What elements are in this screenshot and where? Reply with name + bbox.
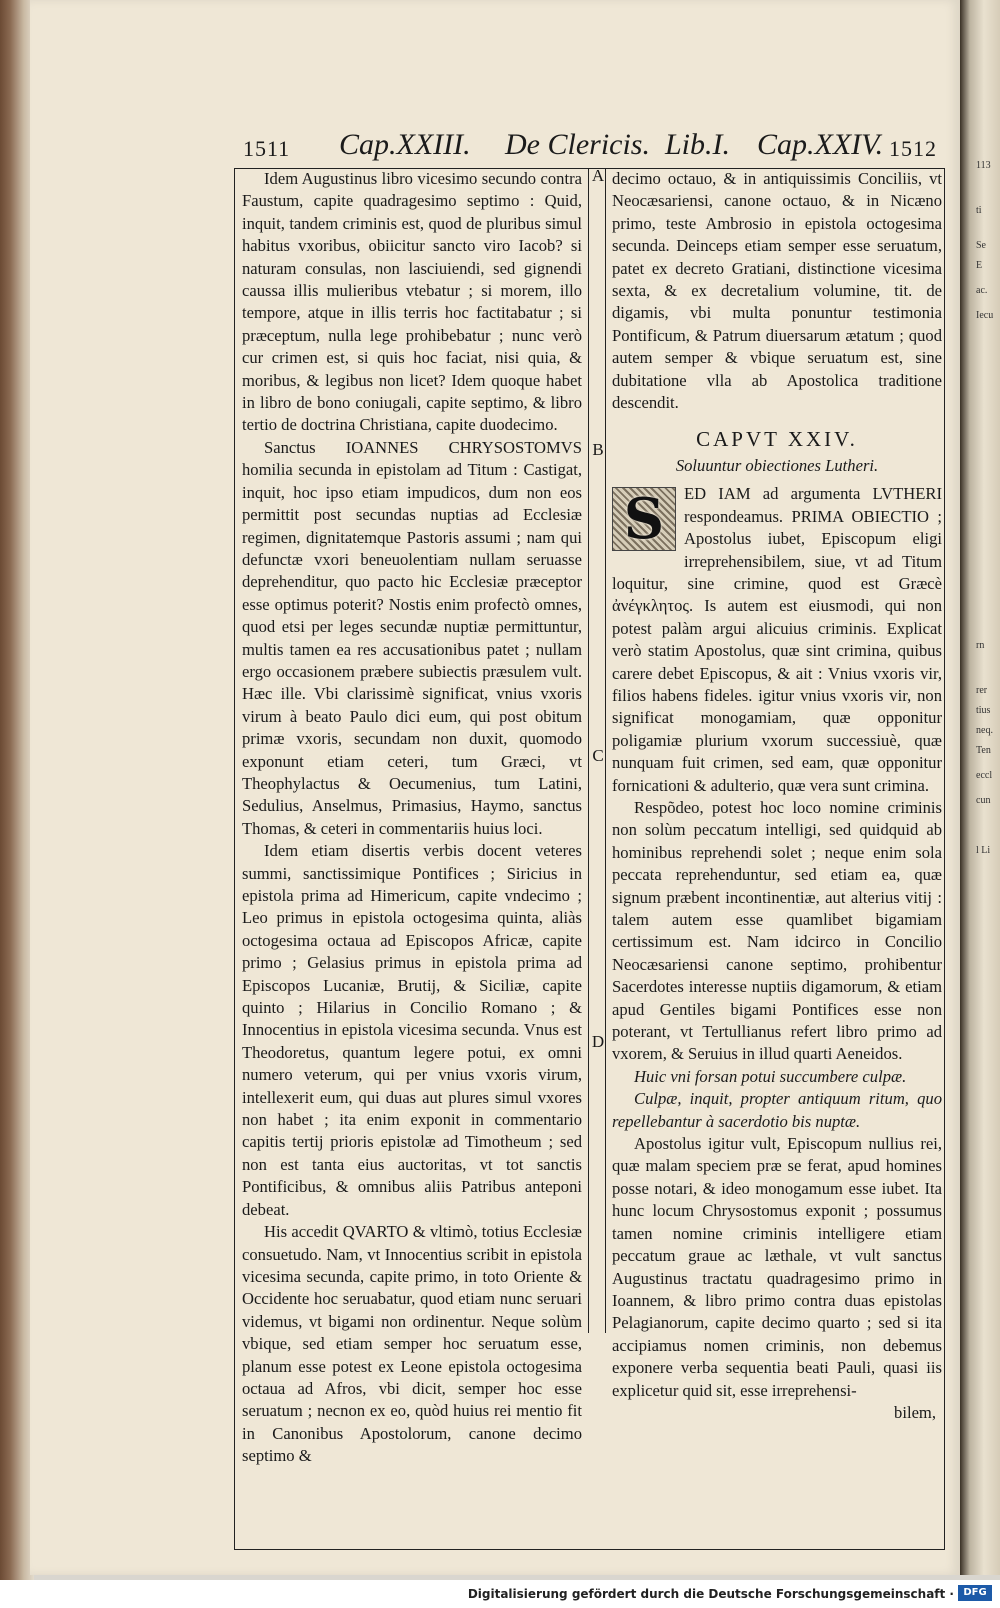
catchword: bilem, (894, 1402, 936, 1422)
page-number-right: 1512 (889, 136, 937, 161)
book-binding-edge (0, 0, 34, 1580)
peek-text: l Li (976, 845, 991, 856)
chapter-label-right: Cap.XXIV. (757, 128, 884, 161)
peek-text: 113 (976, 160, 991, 171)
chapter-label-left: Cap.XXIII. (339, 128, 471, 161)
margin-letter-a: A (591, 166, 605, 185)
book-number: Lib.I. (665, 128, 731, 161)
column-rule (588, 168, 589, 1333)
margin-letter-c: C (592, 746, 604, 765)
paragraph: Respõdeo, potest hoc loco nomine criminis non solùm peccatum intelligi, sed quidquid ab hominibus reprehendi solet ; neque enim sola peccata reprehenduntur, sed etiam ea, quæ signum præbent incontinentiæ, aut alterius vitij : talem autem esse quamlibet bigamiam certissimum est. Nam idcirco in Concilio Neocæsariensi canone septimo, prohibentur Sacerdotes interesse nuptiis digamorum, & etiam apud Gentiles bigami Pontifices esse non poterant, vt Tertullianus refert libro primo ad vxorem, & Seruius in illud quarti Aeneidos. (612, 797, 942, 1064)
right-column (612, 168, 942, 1424)
decorated-initial (612, 487, 676, 551)
peek-text: Ten (976, 745, 991, 756)
paragraph: Sanctus IOANNES CHRYSOSTOMVS homilia secunda in epistolam ad Titum : Castigat, inquit, hoc ipso etiam impudicos, dum non eos permittit post secundas nuptias ad Ecclesiæ regimen, dignitatemque Pastoris assumi ; nam qui defunctæ vxori beneuolentiam nullam seruasse deprehenditur, quo pacto hic Ecclesiæ præceptor esse optimus poterit? Nostis enim profectò omnes, quod etsi per leges secundæ nuptiæ permittuntur, multis tamen ea res accusationibus patet ; nullam ergo occasionem præbere subiectis præsulem vult. Hæc ille. Vbi clarissimè significat, vnius vxoris virum à beato Paulo dici eum, qui post obitum primæ vxoris, secundam non duxit, quomodo exponunt etiam ceteri, tum Græci, vt Theophylactus & Oecumenius, tum Latini, Sedulius, Anselmus, Primasius, Haymo, sanctus Thomas, & ceteri in commentariis huius loci. (242, 437, 582, 838)
peek-text: rn (976, 640, 985, 651)
peek-text: Iecu (976, 310, 994, 321)
peek-text: ac. (976, 285, 988, 296)
page-number-left: 1511 (243, 136, 291, 161)
peek-text: ti (976, 205, 982, 216)
verse-quote: Huic vni forsan potui succumbere culpæ. (634, 1066, 907, 1086)
peek-text: rer (976, 685, 988, 696)
paragraph: ED IAM ad argumenta LVTHERI respondeamus. PRIMA OBIECTIO ; Apostolus iubet, Episcopum eligi irreprehensibilem, siue, vt ad Titum loquitur, sine crimine, quod est Græcè ἀνέγκλητος. Is autem est eiusmodi, qui non potest palàm argui alicuius criminis. Explicat verò statim Apostolus, quæ sint crimina, quibus carere debet Episcopus, & ait : Vnius vxoris vir, filios habens fideles. igitur vnius vxoris vir, non significat monogamiam, quæ opponitur poligamiæ plurium vxorum successiuè, quæ nunquam fuit crimen, sed eam, quæ opponitur fornicationi & adulterio, quæ vera sunt crimina. (612, 484, 942, 795)
peek-text: Se (976, 240, 986, 251)
peek-text: eccl (976, 770, 993, 781)
paragraph: Apostolus igitur vult, Episcopum nullius rei, quæ malam speciem præ se ferat, apud homines posse notari, & ideo monogamum esse iubet. Ita hunc locum Chrysostomus exponit ; possumus tamen nomine criminis intelligere etiam peccatum graue ac læthale, vt vult sanctus Augustinus tractatu quadragesimo primo in Ioannem, & libro primo contra duas epistolas Pelagianorum, capite decimo quarto ; sed si ita accipiamus nomen criminis, non debemus exponere verba sequentia beati Pauli, quasi iis explicetur quid sit, esse irreprehensi- (612, 1134, 942, 1400)
funding-credit: Digitalisierung gefördert durch die Deutsche Forschungsgemeinschaft · (467, 1587, 954, 1601)
peek-text: cun (976, 795, 991, 806)
paragraph: Idem etiam disertis verbis docent veteres summi, sanctissimique Pontifices ; Siricius in epistola prima ad Himericum, capite vndecimo ; Leo primus in epistola octogesima quinta, aliàs octogesima octaua ad Episcopos Africæ, capite primo ; Gelasius primus in epistola prima ad Episcopos Lucaniæ, Brutij, & Siciliæ, capite quinto ; Hilarius in Concilio Romano ; & Innocentius in epistola vicesima secunda. Vnus est Theodoretus, quantum legere potui, ex omni numero veterum, qui per vnius vxoris virum, intellexerit eum, qui duas aut plures simul vxores non habet ; ita enim exponit in commentario capitis tertij prioris epistolæ ad Timotheum ; sed non est tanta eius auctoritas, vt tot sanctis Pontificibus, & omnibus aliis Patribus anteponi debeat. (242, 841, 582, 1219)
left-column (242, 168, 582, 1468)
digitization-footer (0, 1580, 1000, 1608)
initial-letter: S (623, 486, 665, 553)
peek-text: neq. (976, 725, 993, 736)
running-header (243, 128, 943, 166)
quote-gloss: Culpæ, inquit, propter antiquum ritum, quo repellebantur à sacerdotio bis nuptæ. (612, 1089, 942, 1131)
margin-letter-d: D (591, 1032, 605, 1051)
chapter-heading: CAPVT XXIV. (696, 427, 858, 452)
peek-text: E (976, 260, 983, 271)
chapter-subtitle: Soluuntur obiectiones Lutheri. (675, 455, 879, 475)
book-title: De Clericis. (505, 128, 650, 161)
paragraph: His accedit QVARTO & vltimò, totius Ecclesiæ consuetudo. Nam, vt Innocentius scribit in epistola vicesima secunda, capite primo, in toto Oriente & Occidente hoc seruabatur, quod etiam nunc seruari videmus, vt bigami non ordinentur. Neque solùm vbique, sed etiam semper hoc seruatum esse, planum esse potest ex Leone epistola octogesima octaua ad Afros, vbi dicit, semper hoc esse seruatum ; necnon ex eo, quòd huius rei mentio fit in Canonibus Apostolorum, canone decimo septimo & (242, 1222, 582, 1466)
margin-letter-b: B (592, 440, 604, 459)
paragraph: decimo octauo, & in antiquissimis Conciliis, vt Neocæsariensi, canone octauo, & in Nicæno primo, teste Ambrosio in epistola octogesima secunda. Deinceps etiam semper esse seruatum, patet ex decreto Gratiani, distinctione vicesima sexta, & ex decretalium volumine, tit. de digamis, vbi multa ponuntur testimonia Pontificum, & Patrum diuersarum ætatum ; quod autem semper & vbique seruatum est, sine dubitatione vlla ab Apostolica traditione descendit. (612, 169, 942, 413)
next-page-edge (960, 0, 1000, 1575)
paragraph: Idem Augustinus libro vicesimo secundo contra Faustum, capite quadragesimo septimo : Quid, inquit, tandem criminis est, quod de pluribus simul habitus vxoribus, obiicitur sancto viro Iacob? si naturam consulas, non lasciuiendi, sed gignendi caussa illis mulieribus vtebatur ; si morem, illo tempore, atque in illis terris hoc factitabatur ; si præceptum, nulla lege prohibebatur ; nunc verò cur crimen est, si quis hoc faciat, nisi quia, & moribus, & legibus non licet? Idem quoque habet in libro de bono coniugali, capite septimo, & libro tertio de doctrina Christiana, capite duodecimo. (242, 169, 582, 435)
dfg-logo: DFG (958, 1585, 992, 1601)
peek-text: tius (976, 705, 991, 716)
